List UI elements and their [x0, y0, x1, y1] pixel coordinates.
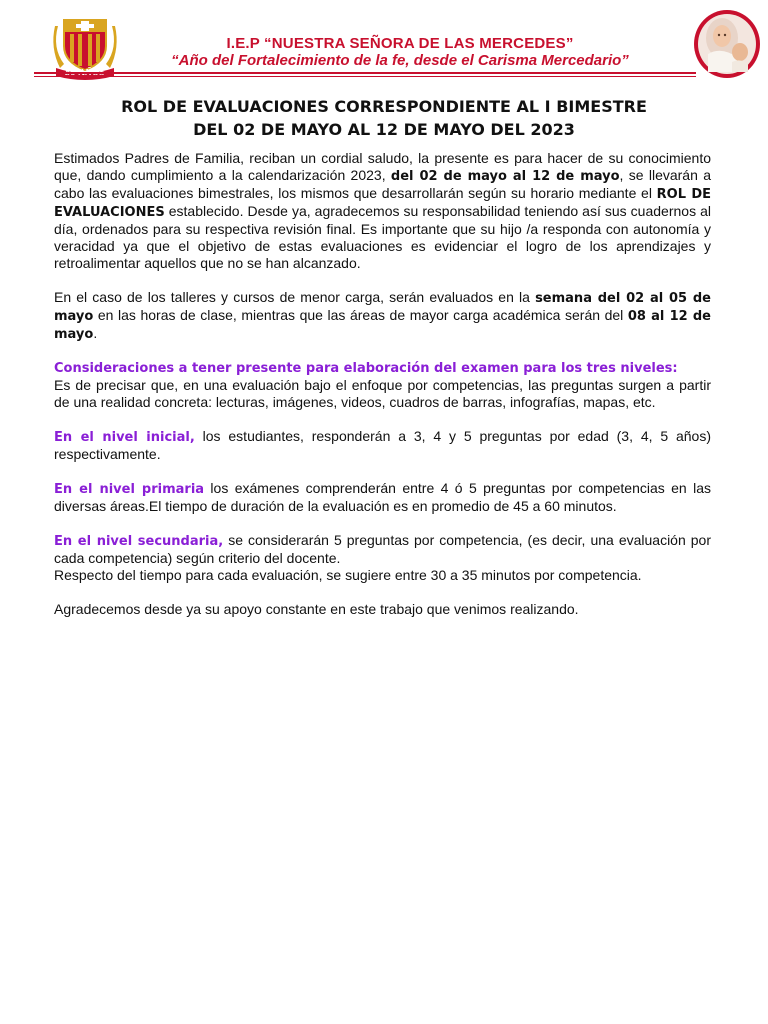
- schedule-text-e: .: [93, 325, 98, 341]
- primaria-paragraph: [54, 480, 711, 515]
- primaria-text: los exámenes comprenderán entre 4 ó 5 preguntas por competencias en las diversas áreas.El tiempo de duración de la evaluación es en promedio de 45 a 60 minutos.: [54, 480, 711, 514]
- inicial-paragraph: [54, 428, 711, 463]
- intro-paragraph: [54, 150, 711, 272]
- primaria-label: En el nivel primaria: [54, 482, 205, 497]
- intro-text-a: Estimados Padres de Familia, reciban un cordial saludo, la presente es para hacer de su conocimiento que, dando cumplimiento a la calendarización 2023,: [54, 150, 711, 183]
- schedule-text-c: en las horas de clase, mientras que las áreas de mayor carga académica serán del: [93, 307, 628, 323]
- virgin-portrait-logo: [692, 8, 762, 80]
- exam-dates-emphasis: del 02 de mayo al 12 de mayo: [390, 169, 620, 184]
- school-name: I.E.P “NUESTRA SEÑORA DE LAS MERCEDES”: [226, 35, 574, 52]
- minor-load-week-emphasis: semana del 02 al 05 de mayo: [54, 291, 711, 324]
- rol-evaluaciones-emphasis: ROL DE EVALUACIONES: [54, 187, 712, 220]
- secundaria-paragraph: [54, 532, 711, 567]
- intro-text-c: , se llevarán a cabo las evaluaciones bimestrales, los mismos que desarrollarán según su horario mediante el: [54, 167, 711, 201]
- document-title: [40, 95, 728, 141]
- header-rule: [34, 72, 696, 74]
- letter-body: [54, 150, 711, 618]
- header-rule-thin: [34, 76, 696, 77]
- inicial-text: los estudiantes, responderán a 3, 4 y 5 preguntas por edad (3, 4, 5 años) respectivamente.: [54, 428, 711, 462]
- title-line-2: DEL 02 DE MAYO AL 12 DE MAYO DEL 2023: [193, 120, 575, 139]
- secundaria-label: En el nivel secundaria,: [54, 534, 224, 549]
- closing-paragraph: Agradecemos desde ya su apoyo constante en este trabajo que venimos realizando.: [54, 601, 579, 617]
- major-load-dates-emphasis: 08 al 12 de mayo: [54, 309, 711, 342]
- secundaria-text: se considerarán 5 preguntas por competencia, (es decir, una evaluación por cada competencia) según criterio del docente.: [54, 532, 711, 566]
- schedule-paragraph: [54, 289, 711, 343]
- title-line-1: ROL DE EVALUACIONES CORRESPONDIENTE AL I BIMESTRE: [121, 97, 647, 116]
- secundaria-time: Respecto del tiempo para cada evaluación, se sugiere entre 30 a 35 minutos por competencia.: [54, 567, 642, 583]
- school-motto: “Año del Fortalecimiento de la fe, desde el Carisma Mercedario”: [171, 52, 629, 69]
- inicial-label: En el nivel inicial,: [54, 430, 195, 445]
- school-crest-logo: [50, 12, 120, 80]
- considerations-text: Es de precisar que, en una evaluación bajo el enfoque por competencias, las preguntas surgen a partir de una realidad concreta: lecturas, imágenes, videos, cuadros de barras, infografías, mapas, etc.: [54, 377, 711, 410]
- schedule-text-a: En el caso de los talleres y cursos de menor carga, serán evaluados en la: [54, 289, 536, 305]
- letterhead: [0, 0, 768, 90]
- considerations-heading: Consideraciones a tener presente para elaboración del examen para los tres niveles:: [54, 361, 678, 376]
- intro-text-e: establecido. Desde ya, agradecemos su responsabilidad teniendo así sus cuadernos al día, ordenados para su respectiva revisión final. Es importante que su hijo /a responda con autonomía y veracidad ya que el objetivo de estas evaluaciones es evidenciar el logro de los aprendizajes y retroalimentar aquellos que no se han alcanzado.: [54, 203, 711, 271]
